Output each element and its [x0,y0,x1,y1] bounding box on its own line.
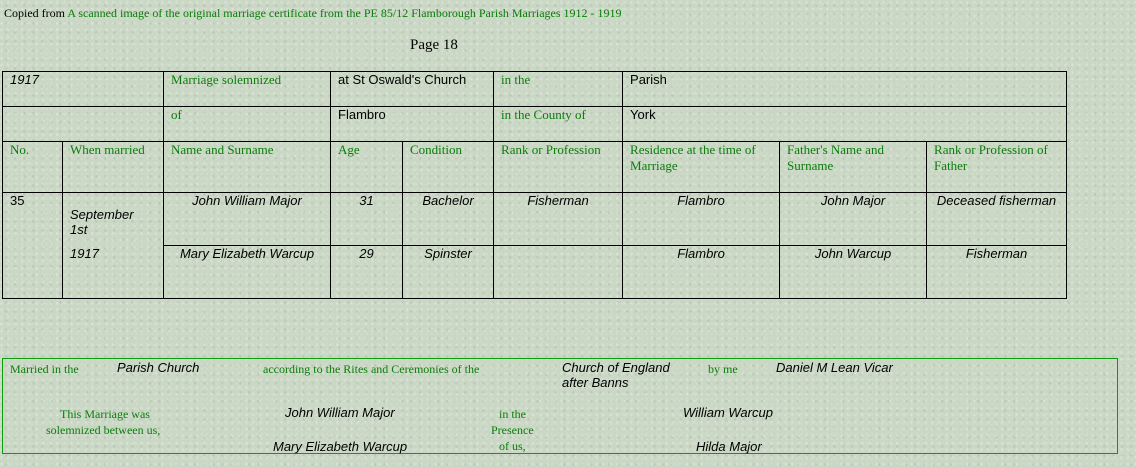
col-age: Age [331,142,403,193]
groom-rank: Fisherman [494,193,623,246]
bride-rank [494,246,623,299]
in-the-label: in the [494,72,623,107]
by-me-label: by me [708,362,738,376]
source-description: A scanned image of the original marriage certificate from the PE 85/12 Flamborough Parish Marriages 1912 - 1919 [67,6,622,20]
married-in-label: Married in the [10,362,79,376]
col-condition: Condition [403,142,494,193]
bride-father-name: John Warcup [780,246,927,299]
bride-condition: Spinster [403,246,494,299]
after-banns: after Banns [562,375,629,390]
empty-cell [3,107,164,142]
church-cell: at St Oswald's Church [331,72,494,107]
entry-date-line1: September 1st [70,207,134,237]
witness1-name: William Warcup [683,405,773,420]
entry-number: 35 [3,193,63,299]
register-row-1 [3,72,1067,107]
column-header-row [3,142,1067,193]
officiant-name: Daniel M Lean Vicar [776,360,893,375]
col-father-rank: Rank or Profession of Father [927,142,1067,193]
col-residence: Residence at the time of Marriage [623,142,780,193]
groom-father-name: John Major [780,193,927,246]
col-rank: Rank or Profession [494,142,623,193]
register-row-2 [3,107,1067,142]
bride-name: Mary Elizabeth Warcup [164,246,331,299]
groom-condition: Bachelor [403,193,494,246]
marriage-solemnized-label: Marriage solemnized [164,72,331,107]
presence-line3: of us, [499,439,526,453]
col-no: No. [3,142,63,193]
presence-line2: Presence [491,423,534,437]
church-of: Church of England [562,360,670,375]
groom-age: 31 [331,193,403,246]
solemnized-line2: solemnized between us, [46,423,161,437]
marriage-register-table [2,71,1067,299]
copied-from-line [4,6,622,21]
county-cell: York [623,107,1067,142]
according-label: according to the Rites and Ceremonies of the [263,362,480,376]
of-label: of [164,107,331,142]
witness2-name: Hilda Major [696,439,762,454]
married-in-value: Parish Church [117,360,200,375]
groom-row [3,193,1067,246]
marriage-details-box [2,358,1118,454]
col-name: Name and Surname [164,142,331,193]
party1-name: John William Major [285,405,395,420]
year-cell: 1917 [3,72,164,107]
place-cell: Flambro [331,107,494,142]
entry-date-line2: 1917 [70,246,99,261]
parish-cell: Parish [623,72,1067,107]
county-label: in the County of [494,107,623,142]
bride-residence: Flambro [623,246,780,299]
solemnized-line1: This Marriage was [60,407,150,421]
copied-from-prefix: Copied from [4,6,65,20]
entry-date [63,193,164,299]
col-when-married: When married [63,142,164,193]
groom-name: John William Major [164,193,331,246]
party2-name: Mary Elizabeth Warcup [273,439,408,454]
page-number: Page 18 [410,37,458,53]
bride-age: 29 [331,246,403,299]
presence-line1: in the [499,407,526,421]
bride-father-rank: Fisherman [927,246,1067,299]
groom-father-rank: Deceased fisherman [927,193,1067,246]
col-father-name: Father's Name and Surname [780,142,927,193]
groom-residence: Flambro [623,193,780,246]
